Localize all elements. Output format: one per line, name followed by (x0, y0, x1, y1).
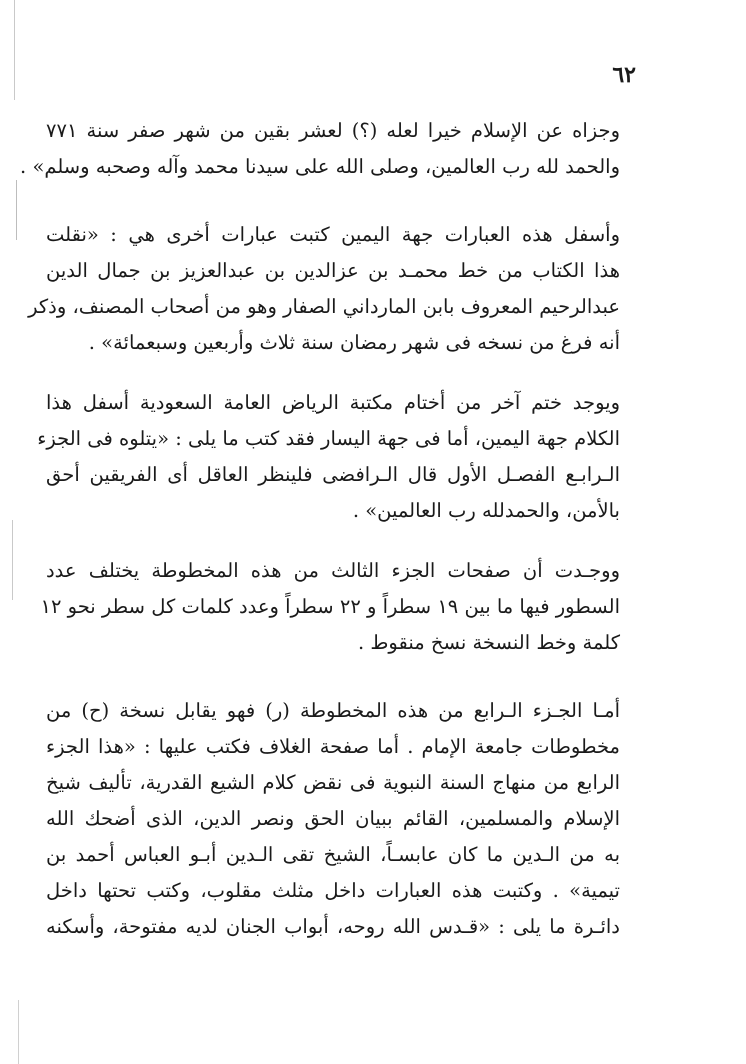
text-line: ويوجد ختم آخر من أختام مكتبة الرياض العامة السعودية أسفل هذا (46, 391, 620, 414)
body-text (20, 113, 620, 945)
text-line: كلمة وخط النسخة نسخ منقوط . (357, 631, 620, 654)
paragraph-2 (28, 217, 620, 361)
text-line: الإسلام والمسلمين، القائم ببيان الحق ونصر الدين، الذى أضحك الله (46, 807, 620, 830)
text-line: والحمد لله رب العالمين، وصلى الله على سيدنا محمد وآله وصحبه وسلم» . (20, 155, 620, 178)
scan-edge-mark (18, 1000, 19, 1064)
scan-edge-mark (12, 520, 13, 600)
text-line: السطور فيها ما بين ١٩ سطراً و ٢٢ سطراً وعدد كلمات كل سطر نحو ١٢ (40, 595, 620, 618)
text-line: عبدالرحيم المعروف بابن المارداني الصفار وهو من أصحاب المصنف، وذكر (28, 295, 620, 318)
text-line: أمـا الجـزء الـرابع من هذه المخطوطة (ر) فهو يقابل نسخة (ح) من (46, 699, 620, 722)
text-line: به من الـدين ما كان عابسـاً، الشيخ تقى الـدين أبـو العباس أحمد بن (46, 843, 620, 866)
text-line: دائـرة ما يلى : «قـدس الله روحه، أبواب الجنان لديه مفتوحة، وأسكنه (46, 915, 620, 938)
text-line: الـرابـع الفصـل الأول قال الـرافضى فلينظر العاقل أى الفريقين أحق (46, 463, 620, 486)
text-line: الكلام جهة اليمين، أما فى جهة اليسار فقد كتب ما يلى : «يتلوه فى الجزء (37, 427, 620, 450)
page-number: ٦٢ (612, 62, 636, 88)
paragraph-1 (20, 113, 620, 185)
text-line: تيمية» . وكتبت هذه العبارات داخل مثلث مقلوب، وكتب تحتها داخل (46, 879, 620, 902)
paragraph-5 (46, 693, 620, 945)
text-line: الرابع من منهاج السنة النبوية فى نقض كلام الشيع القدرية، تأليف شيخ (46, 771, 620, 794)
text-line: مخطوطات جامعة الإمام . أما صفحة الغلاف فكتب عليها : «هذا الجزء (46, 735, 620, 758)
scan-edge-mark (16, 180, 17, 240)
paragraph-4 (40, 553, 620, 661)
text-line: بالأمن، والحمدلله رب العالمين» . (352, 499, 620, 522)
text-line: وأسفل هذه العبارات جهة اليمين كتبت عبارات أخرى هي : «نقلت (46, 223, 620, 246)
text-line: وجزاه عن الإسلام خيرا لعله (؟) لعشر بقين من شهر صفر سنة ٧٧١ (46, 119, 620, 142)
paragraph-3 (37, 385, 620, 529)
text-line: هذا الكتاب من خط محمـد بن عزالدين بن عبدالعزيز بن جمال الدين (46, 259, 620, 282)
text-line: ووجـدت أن صفحات الجزء الثالث من هذه المخطوطة يختلف عدد (46, 559, 620, 582)
scan-edge-mark (14, 0, 15, 100)
text-line: أنه فرغ من نسخه فى شهر رمضان سنة ثلاث وأربعين وسبعمائة» . (88, 331, 620, 354)
